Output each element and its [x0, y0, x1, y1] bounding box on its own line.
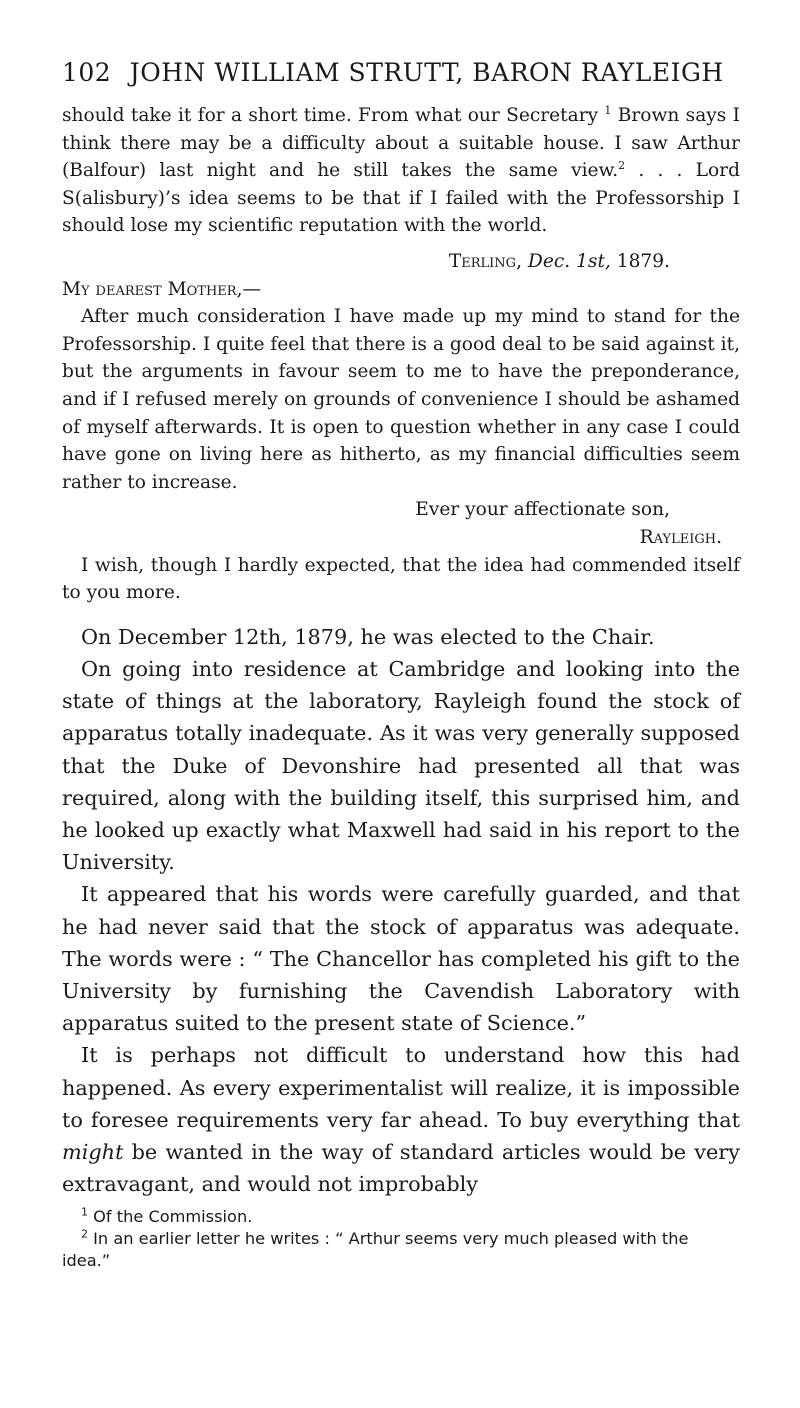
- footnotes: [62, 1206, 740, 1272]
- narrative-paragraph-4-text-a: It is perhaps not difficult to understand how this had happened. As every experimentalist will realize, it is impossible to foresee requirements very far ahead. To buy everything that: [62, 1043, 740, 1132]
- letter-closing: Ever your affectionate son,: [415, 499, 670, 521]
- footnote-1-mark: 1: [81, 1205, 88, 1219]
- running-title: JOHN WILLIAM STRUTT, BARON RAYLEIGH: [129, 58, 724, 87]
- letter-place: Terling,: [448, 250, 522, 272]
- letter-date-day: 1st,: [576, 250, 611, 272]
- opening-text-2: Brown says I think there may be a difficulty about a suitable house. I saw Arthur (Balfour) last night and he still takes the same view.: [62, 105, 740, 182]
- narrative-paragraph-3: It appeared that his words were carefully guarded, and that he had never said that the stock of apparatus was adequate. The words were : “ The Chancellor has completed his gift to the University by furnishing the Cavendish Laboratory with apparatus suited to the present state of Science.”: [62, 882, 740, 1036]
- narrative-paragraph-4: [62, 1039, 740, 1200]
- narrative-paragraph-2: On going into residence at Cambridge and looking into the state of things at the laboratory, Rayleigh found the stock of apparatus totally inadequate. As it was very generally supposed that the Duke of Devonshire had presented all that was required, along with the building itself, this surprised him, and he looked up exactly what Maxwell had said in his report to the University.: [62, 656, 740, 875]
- letter-salutation: My dearest Mother,—: [62, 278, 262, 300]
- page-number: 102: [62, 58, 112, 87]
- letter-body: After much consideration I have made up my mind to stand for the Professorship. I quite feel that there is a good deal to be said against it, but the arguments in favour seem to me to have the preponderance, and if I refused merely on grounds of convenience I should be ashamed of myself afterwards. It is open to question whether in any case I could have gone on living here as hitherto, as my financial difficulties seem rather to increase.: [62, 306, 740, 493]
- postscript-paragraph: I wish, though I hardly expected, that the idea had commended itself to you more.: [62, 554, 740, 604]
- footnote-2-mark: 2: [81, 1227, 88, 1241]
- opening-text-3: . . . Lord S(alisbury)’s idea seems to be that if I failed with the Professorship I should lose my scientific reputation with the world.: [62, 160, 740, 237]
- book-page: [0, 58, 800, 1408]
- narrative-paragraph-1: On December 12th, 1879, he was elected to the Chair.: [81, 624, 655, 649]
- opening-text-1: should take it for a short time. From what our Secretary: [62, 105, 599, 126]
- footnote-2: [62, 1228, 740, 1272]
- letter-signature: Rayleigh.: [639, 526, 722, 548]
- footnote-1-text: Of the Commission.: [88, 1207, 253, 1227]
- footnote-2-text: In an earlier letter he writes : “ Arthur seems very much pleased with the idea.”: [62, 1229, 689, 1271]
- footnote-ref-1: 1: [604, 103, 612, 117]
- opening-paragraph: [62, 102, 740, 240]
- narrative-paragraph-4-text-b: be wanted in the way of standard articles would be very extravagant, and would not improbably: [62, 1139, 740, 1197]
- letter-dateline: [62, 248, 740, 276]
- narrative-emphasis-might: might: [62, 1139, 124, 1164]
- letter-date-year: 1879.: [616, 250, 670, 272]
- letter-date-month: Dec.: [527, 250, 571, 272]
- footnote-ref-2: 2: [618, 159, 626, 172]
- footnote-1: [62, 1206, 740, 1228]
- running-head: [62, 58, 740, 88]
